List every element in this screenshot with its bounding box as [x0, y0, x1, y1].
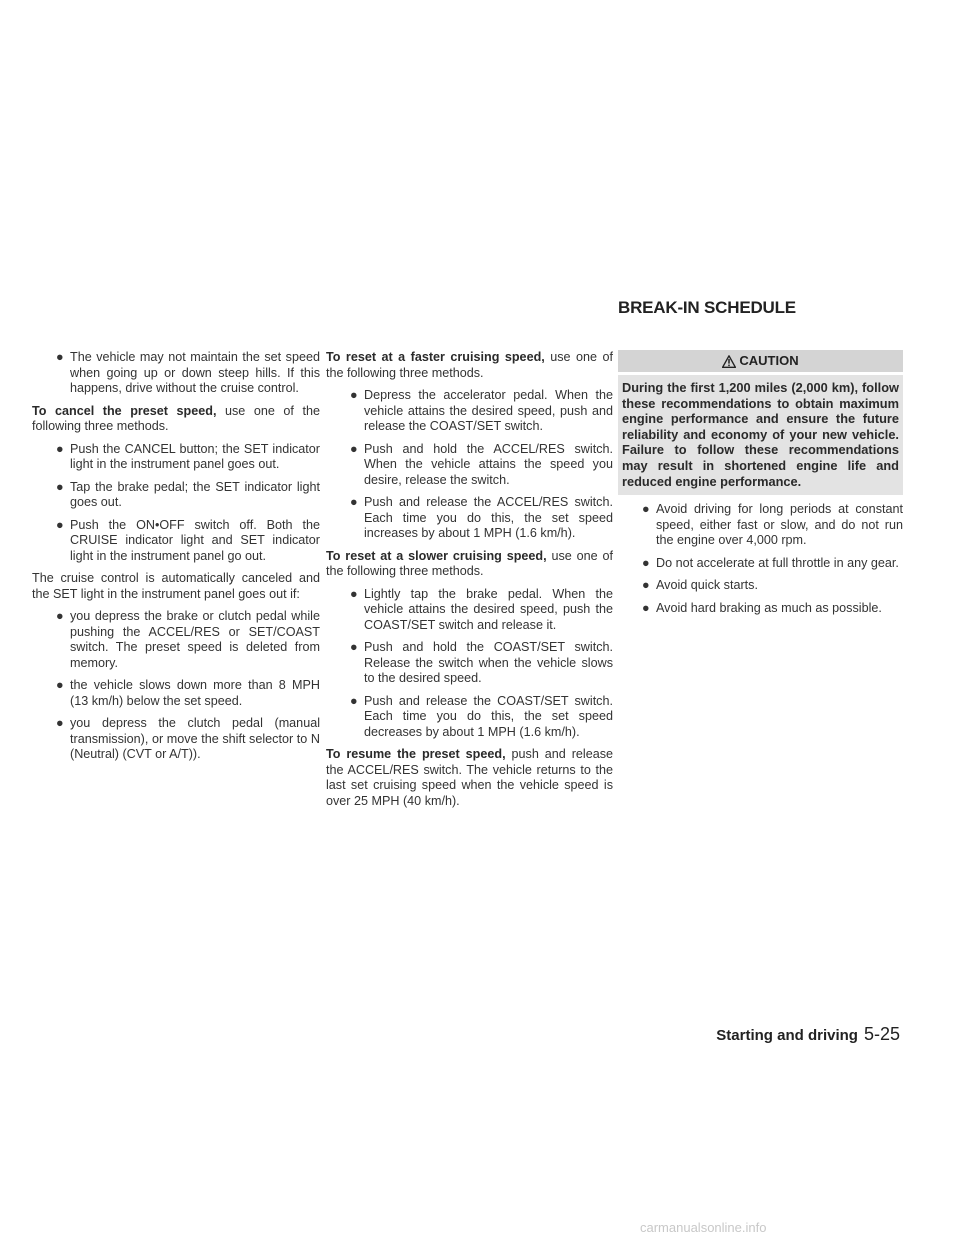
section-heading: BREAK-IN SCHEDULE	[618, 298, 796, 317]
slower-paragraph: To reset at a slower cruising speed, use one of the following three methods.	[326, 548, 613, 578]
list-item: ● Push and hold the ACCEL/RES switch. When the vehicle attains the speed you desire, release the switch.	[350, 441, 613, 487]
list-item: ● Avoid driving for long periods at constant speed, either fast or slow, and do not run the engine over 4,000 rpm.	[642, 502, 903, 548]
watermark: carmanualsonline.info	[640, 1220, 767, 1235]
list-item: ● Push and release the ACCEL/RES switch. Each time you do this, the set speed increases by about 1 MPH (1.6 km/h).	[350, 495, 613, 540]
list-item: ● Avoid hard braking as much as possible.	[642, 600, 882, 615]
bullet-icon: ●	[56, 716, 64, 730]
list-item: ● Avoid quick starts.	[642, 578, 758, 593]
bullet-icon: ●	[350, 495, 358, 509]
list-item: ● Push the ON•OFF switch off. Both the CRUISE indicator light and SET indicator light in the instrument panel go out.	[56, 517, 320, 563]
list-item: ● Push the CANCEL button; the SET indicator light in the instrument panel goes out.	[56, 441, 320, 471]
caution-body: During the first 1,200 miles (2,000 km), follow these recommendations to obtain maximum engine performance and ensure the future reliability and economy of your new vehicle. Failure to follow these recommendations may result in shortened engine life and reduced engine performance.	[618, 375, 903, 495]
caution-title: CAUTION	[739, 353, 799, 369]
page-number: 5-25	[863, 1024, 900, 1044]
bullet-icon: ●	[642, 555, 650, 570]
list-item: ● Push and release the COAST/SET switch. Each time you do this, the set speed decreases by about 1 MPH (1.6 km/h).	[350, 693, 613, 739]
list-item: ● Do not accelerate at full throttle in any gear.	[642, 555, 899, 570]
caution-header	[618, 350, 903, 372]
bullet-icon: ●	[56, 609, 64, 623]
list-item: ● you depress the brake or clutch pedal while pushing the ACCEL/RES or SET/COAST switch. The preset speed is deleted from memory.	[56, 609, 320, 670]
footer-section: Starting and driving	[716, 1027, 858, 1044]
bullet-icon: ●	[642, 578, 650, 593]
bullet-icon: ●	[56, 350, 64, 364]
bullet-icon: ●	[642, 502, 650, 517]
bullet-icon: ●	[350, 388, 358, 402]
bullet-icon: ●	[56, 479, 64, 494]
list-item: ● The vehicle may not maintain the set speed when going up or down steep hills. If this happens, drive without the cruise control.	[56, 350, 320, 395]
resume-paragraph: To resume the preset speed, push and release the ACCEL/RES switch. The vehicle returns to the last set cruising speed when the vehicle speed is over 25 MPH (40 km/h).	[326, 747, 614, 808]
bullet-icon: ●	[56, 441, 64, 456]
list-item: ● you depress the clutch pedal (manual transmission), or move the shift selector to N (Neutral) (CVT or A/T)).	[56, 716, 320, 761]
bullet-icon: ●	[56, 678, 64, 692]
bullet-icon: ●	[350, 441, 358, 456]
cancel-paragraph: To cancel the preset speed, use one of the following three methods.	[32, 403, 320, 433]
auto-cancel-paragraph: The cruise control is automatically canceled and the SET light in the instrument panel goes out if:	[32, 571, 320, 601]
list-item: ● the vehicle slows down more than 8 MPH (13 km/h) below the set speed.	[56, 678, 320, 708]
bullet-icon: ●	[642, 600, 650, 615]
list-item: ● Tap the brake pedal; the SET indicator light goes out.	[56, 479, 320, 509]
faster-paragraph: To reset at a faster cruising speed, use one of the following three methods.	[326, 350, 613, 380]
list-item: ● Push and hold the COAST/SET switch. Release the switch when the vehicle slows to the desired speed.	[350, 640, 613, 685]
list-item: ● Depress the accelerator pedal. When the vehicle attains the desired speed, push and release the COAST/SET switch.	[350, 388, 613, 433]
column-right	[618, 350, 903, 623]
bullet-icon: ●	[350, 586, 358, 601]
page-footer	[690, 1024, 900, 1045]
bullet-icon: ●	[350, 693, 358, 708]
column-middle	[326, 350, 613, 816]
bullet-icon: ●	[350, 640, 358, 654]
list-item: ● Lightly tap the brake pedal. When the vehicle attains the desired speed, push the COAST/SET switch and release it.	[350, 586, 613, 632]
bullet-icon: ●	[56, 517, 64, 532]
column-left	[32, 350, 320, 770]
warning-triangle-icon	[722, 355, 736, 368]
